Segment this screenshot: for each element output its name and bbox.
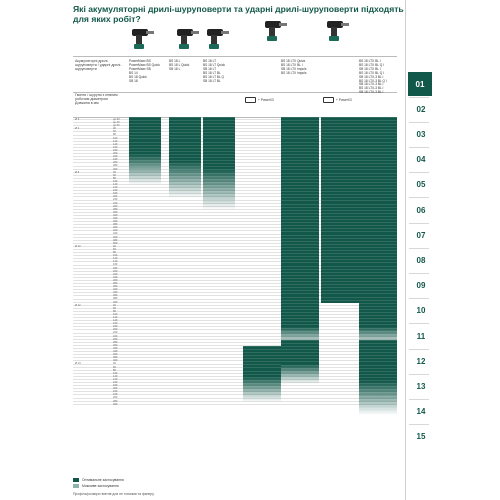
nav-item-06[interactable]: 06 [416,205,426,215]
model-name: BS 18 LTX BL Q I [359,62,384,67]
length-label: 180 [113,384,118,388]
length-label: 120 [113,374,118,378]
length-label: 260 [113,396,118,400]
length-label: 220 [113,272,118,276]
length-label: 100 [113,312,118,316]
length-label: 300 [113,167,118,171]
model-name: SB 18 [129,78,138,83]
size-row-units: Довжина в мм [75,101,99,106]
length-label: 120 [113,257,118,261]
header-model-list [281,60,306,76]
length-label: 200 [113,269,118,273]
length-label: 380 [113,297,118,301]
length-label: 100 [113,136,118,140]
length-label: 220 [113,390,118,394]
length-label: 140 [113,186,118,190]
powerx3-text: + PowerX3 [336,97,352,102]
nav-item-15[interactable]: 15 [416,432,426,442]
compatibility-bar [243,346,281,402]
diameter-label: Ø 12 [75,303,81,307]
length-label: 220 [113,155,118,159]
length-label: 160 [113,145,118,149]
length-label: 320 [113,288,118,292]
length-label: 220 [113,331,118,335]
drill-4-icon [261,14,291,44]
powerx3-label [245,97,274,103]
length-label: 40 [113,170,116,174]
length-label: 240 [113,334,118,338]
length-label: 280 [113,281,118,285]
battery-icon [245,97,256,103]
compatibility-bar [203,117,235,210]
nav-item-08[interactable]: 08 [416,255,426,265]
length-label: 160 [113,189,118,193]
length-label: 160 [113,380,118,384]
length-label: 380 [113,356,118,360]
length-label: 320 [113,213,118,217]
length-label: 300 [113,210,118,214]
model-name: BS 18 LTX Impuls [281,70,307,75]
model-name: BS 18 LTX Quick [281,59,306,63]
length-label: до 40 [113,121,120,125]
model-name: BS 18 L Quick [169,62,190,67]
length-label: 60 [113,365,116,369]
model-name: SB 18 LTX Impuls [281,66,307,71]
legend-label: Оптимальне застосування [82,478,124,482]
header-model-list [129,60,160,83]
model-name: BS 18 L [169,59,181,63]
length-label: 120 [113,316,118,319]
length-label: до 50 [113,124,120,128]
tool-images [73,22,393,52]
length-label: 280 [113,399,118,403]
length-label: 180 [113,266,118,270]
powerx3-label [323,97,352,103]
length-label: 280 [113,164,118,168]
nav-item-03[interactable]: 03 [416,129,426,139]
length-label: 240 [113,275,118,279]
model-name: BS 18 LTX-3 BL I [359,86,384,91]
length-label: 360 [113,294,118,298]
model-name: SB 18 LT [203,66,217,71]
length-label: 180 [113,192,118,196]
length-label: 260 [113,204,118,208]
length-label: 200 [113,195,118,199]
length-label: 120 [113,182,118,186]
length-label: 240 [113,393,118,397]
nav-item-10[interactable]: 10 [416,306,426,316]
length-label: 440 [113,232,118,236]
length-label: 260 [113,337,118,341]
length-label: 80 [113,251,116,255]
compatibility-bar [321,117,359,303]
length-label: 80 [113,309,116,313]
model-name: SB 18 L [169,66,181,71]
length-label: 80 [113,133,116,137]
length-label: 220 [113,198,118,202]
diameter-label: Ø 6 [75,170,80,174]
size-row-label [75,93,129,106]
header-size-row [73,91,397,118]
compatibility-bar [169,117,201,198]
length-label: 120 [113,139,118,143]
length-label: 80 [113,176,116,180]
nav-item-07[interactable]: 07 [416,230,426,240]
length-label: 180 [113,325,118,329]
length-label: 460 [113,235,118,239]
length-label: 400 [113,300,118,304]
length-label: 300 [113,402,118,406]
length-label: 100 [113,371,118,375]
legend-note: Профіль/розміри гвинтів для не тонкими та фанеру. [73,492,155,496]
length-label: 180 [113,148,118,152]
length-label: до 30 [113,118,120,121]
header-model-list [359,60,387,95]
length-label: 340 [113,350,118,354]
length-label: 240 [113,201,118,205]
header-model-list [203,60,225,83]
length-label: 480 [113,238,118,242]
length-label: 100 [113,179,118,183]
length-label: 260 [113,278,118,282]
diameter-label: Ø 3 [75,118,80,121]
length-label: 160 [113,263,118,267]
nav-item-09[interactable]: 09 [416,281,426,291]
drill-5-icon [323,14,353,44]
length-label: 140 [113,319,118,323]
compatibility-bar [359,340,397,414]
model-name: BS 14 [129,70,138,75]
model-name: SB 18 LTX-3 BL I [359,90,384,95]
header-model-list [169,60,189,72]
size-row-title: Гвинти / шурупи з певним робочим діаметром [75,93,118,102]
diameter-label: Ø 14 [75,362,81,366]
header-models-row [73,56,397,93]
compatibility-bar [281,117,319,303]
diameter-label: Ø 10 [75,244,81,248]
length-label: 80 [113,368,116,372]
nav-item-14[interactable]: 14 [416,407,426,417]
model-name: BS 18 LT BL [203,70,221,75]
model-name: SB 18 LT BL [203,78,221,83]
model-name: BS 18 LTX BL I [359,59,381,63]
length-label: 340 [113,217,118,220]
length-label: 400 [113,359,118,363]
length-label: 300 [113,285,118,289]
length-label: 40 [113,303,116,307]
length-label: 300 [113,343,118,347]
model-name: BS 18 Quick [129,74,147,79]
legend-swatch [73,478,79,482]
nav-item-13[interactable]: 13 [416,381,426,391]
model-name: PowerMaxx BS Quick [129,62,160,67]
length-label: 200 [113,387,118,391]
legend-label: Можливе застосування [82,484,119,488]
nav-item-01[interactable]: 01 [408,72,432,96]
length-label: 360 [113,353,118,357]
model-name: SB 18 LTX-3 BL I [359,82,384,87]
drill-3-icon [203,22,233,52]
compatibility-bar [359,117,397,303]
page-title: Які акумуляторні дрилі-шуруповерти та ударні дрилі-шуруповерти підходять для яких робіт? [73,4,404,24]
powerx3-text: + PowerX3 [258,97,274,102]
length-label: 400 [113,226,118,230]
length-label: 320 [113,346,118,350]
legend-swatch [73,484,79,488]
diameter-label: Ø 4 [75,127,80,131]
drill-2-icon [173,22,203,52]
length-label: 60 [113,130,116,134]
nav-item-11[interactable]: 11 [416,331,426,341]
length-label: 360 [113,220,118,224]
length-label: 140 [113,377,118,381]
compatibility-bar [129,117,161,185]
compatibility-bar [281,340,319,383]
length-label: 160 [113,322,118,326]
header-row-label: Акумуляторні дрилі-шуруповерти / ударні дрилі-шуруповерти [75,59,122,72]
length-label: 60 [113,247,116,251]
model-name: PowerMaxx SB [129,66,151,71]
length-label: 200 [113,328,118,332]
length-label: 240 [113,158,118,162]
length-label: 40 [113,362,116,366]
length-label: 100 [113,254,118,258]
length-label: 380 [113,223,118,227]
model-name: BS 18 LTX BL Q I [359,70,384,75]
battery-icon [323,97,334,103]
length-label: 500 [113,241,118,245]
length-label: 280 [113,340,118,344]
length-label: 60 [113,173,116,177]
length-label: 280 [113,207,118,211]
length-label: 260 [113,161,118,165]
nav-item-05[interactable]: 05 [416,180,426,190]
model-name: BS 18 LTX-3 BL Q I [359,78,387,83]
model-name: BS 18 LT [203,59,217,63]
nav-item-04[interactable]: 04 [416,155,426,165]
model-name: BS 18 LTX BL I [281,62,303,67]
length-label: 40 [113,244,116,248]
model-name: SB 18 LTX BL I [359,66,381,71]
drill-1-icon [128,22,158,52]
length-label: 140 [113,142,118,146]
nav-item-12[interactable]: 12 [416,356,426,366]
model-name: BS 18 LT Quick [203,62,226,67]
nav-divider-line [405,0,406,500]
length-label: 420 [113,229,118,233]
length-label: 140 [113,260,118,264]
model-name: SB 18 LTX-3 BL I [359,74,384,79]
length-label: 340 [113,291,118,295]
model-name: BS 18 LT BL Q [203,74,225,79]
model-name: PowerMaxx BS [129,59,151,63]
length-label: 60 [113,306,116,310]
chapter-nav [403,0,430,500]
nav-item-02[interactable]: 02 [416,104,426,114]
table-row [73,399,397,406]
length-label: 200 [113,152,118,156]
length-label: 40 [113,127,116,131]
